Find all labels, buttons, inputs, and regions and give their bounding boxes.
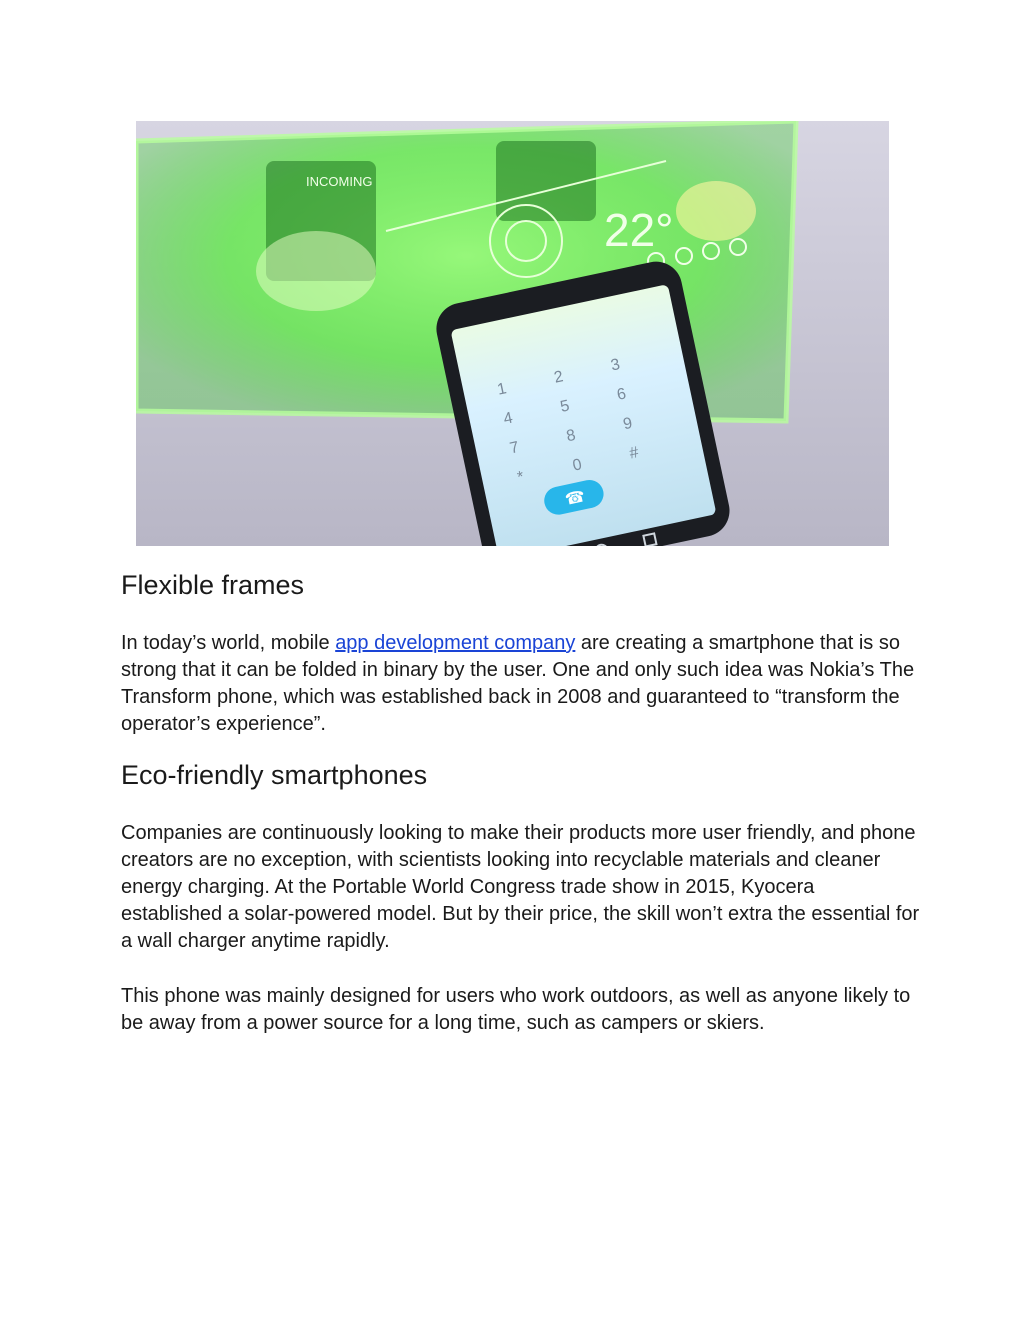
section-heading-eco-friendly: Eco-friendly smartphones bbox=[121, 760, 428, 790]
paragraph-flexible-frames bbox=[121, 630, 921, 738]
para1-text-before: In today’s world, mobile bbox=[121, 632, 336, 654]
svg-text:☎: ☎ bbox=[563, 486, 587, 509]
temperature-text: 22° bbox=[604, 204, 674, 256]
incoming-text: INCOMING bbox=[306, 174, 373, 189]
key-hash: # bbox=[627, 444, 641, 463]
app-development-company-link[interactable]: app development company bbox=[335, 632, 576, 654]
key-8: 8 bbox=[564, 426, 578, 446]
key-3: 3 bbox=[609, 356, 622, 375]
key-7: 7 bbox=[508, 438, 521, 458]
hero-image bbox=[136, 121, 889, 546]
key-star: * bbox=[515, 468, 526, 487]
key-5: 5 bbox=[558, 397, 571, 416]
key-6: 6 bbox=[615, 385, 628, 404]
paragraph-outdoor-users: This phone was mainly designed for users who work outdoors, as well as anyone likely to be away from a power source for a long time, such as campers or skiers. bbox=[121, 985, 911, 1034]
key-1: 1 bbox=[495, 380, 509, 399]
key-2: 2 bbox=[552, 368, 565, 387]
section-heading-flexible-frames: Flexible frames bbox=[121, 570, 305, 600]
paragraph-eco-friendly: Companies are continuously looking to make their products more user friendly, and phone creators are no exception, with scientists looking into recyclable materials and cleaner energy charging. At the Portable World Congress trade show in 2015, Kyocera established a solar-powered model. But by their price, the skill won’t extra the essential for a wall charger anytime rapidly. bbox=[121, 822, 920, 952]
article-content bbox=[121, 562, 921, 1037]
key-0: 0 bbox=[571, 456, 584, 475]
key-9: 9 bbox=[621, 414, 634, 434]
para1-text-after: are creating a smartphone that is so strong that it can be folded in binary by the user. One and only such idea was Nokia’s The Transform phone, which was established back in 2008 and guaranteed to “transform the operator’s experience”. bbox=[121, 632, 915, 735]
key-4: 4 bbox=[502, 409, 515, 429]
